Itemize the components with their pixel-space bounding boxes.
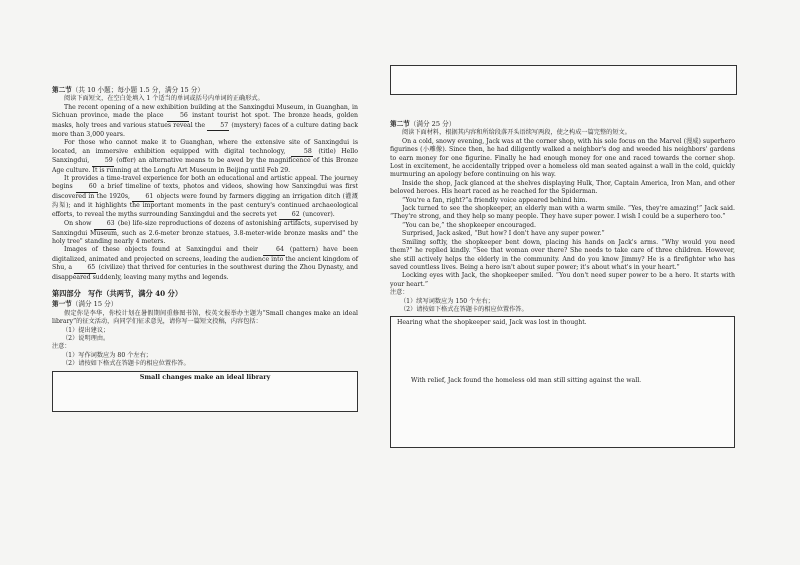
essay-answer-box[interactable] <box>52 371 358 412</box>
cloze-para-5: Images of these objects found at Sanxingdui and their 64 (pattern) have been digitalized, animated and projected on screens, leading the audience into the ancient kingdom of Shu, a 65 (civilize) that thrived for centuries in the southwest during the Zhou Dynasty, and disappeared suddenly, leaving many myths and legends. <box>52 246 359 281</box>
cloze-para-1: The recent opening of a new exhibition building at the Sanxingdui Museum, in Guanghan, in Sichuan province, made the place 56 instant tourist hot spot. The bronze heads, golden masks, holy trees and various statues reveal the 57 (mystery) faces of a culture dating back more than 3,000 years. <box>52 103 359 139</box>
note-right-1: （1）续写词数应为 150 个左右； <box>400 297 494 305</box>
blank-59: 59 <box>92 157 114 166</box>
blank-56: 56 <box>167 112 189 121</box>
prompt-item-1: （1）提出建议； <box>62 326 110 334</box>
blank-62: 62 <box>279 211 301 220</box>
prompt-item-2: （2）说明理由。 <box>62 334 110 342</box>
blank-61: 61 <box>132 193 154 202</box>
note-1: （1）写作词数应为 80 个左右； <box>62 351 152 359</box>
story-para-8: Locking eyes with Jack, the shopkeeper smiled. “You don't need super power to be a hero. It starts with your heart.” <box>390 272 735 288</box>
blank-65: 65 <box>74 264 96 273</box>
essay-title: Small changes make an ideal library <box>139 372 271 381</box>
continuation-instruction: 阅读下面材料，根据其内容和所给段落开头语续写两段，使之构成一篇完整的短文。 <box>402 129 631 137</box>
right-column <box>390 120 735 448</box>
story-para-2: Inside the shop, Jack glanced at the shelves displaying Hulk, Thor, Captain America, Iron Man, and other beloved heroes. His heart raced as he reached for the Spiderman. <box>390 179 735 196</box>
story-para-1: On a cold, snowy evening, Jack was at the corner shop, with his sole focus on the Marvel (漫威) superhero figurines (小雕像). Since then, he had diligently walked a neighbor's dog and weeded his neighbors' gardens to earn money for one figurine. Finally he had enough money for one and raced towards the corner shop. Lost in excitement, he accidentally tripped over a homeless old man seated against a wall in the cold, quickly murmuring an apology before continuing on his way. <box>390 137 735 179</box>
part4-heading: 第四部分 写作（共两节，满分 40 分） <box>52 288 183 298</box>
cloze-para-3: It provides a time-travel experience for both an educational and artistic appeal. The journey begins 60 a brief timeline of texts, photos and videos, showing how Sanxingdui was first discovered in the 1920s, 61 objects were found by farmers digging an irrigation ditch (灌溉沟渠); and it highlights the important moments in the past century's continued archaeological efforts, to reveal the myths surrounding Sanxingdui and the secrets yet 62 (uncover). <box>52 175 358 220</box>
blank-64: 64 <box>263 246 285 255</box>
continuation-heading: 第二节（满分 25 分） <box>390 120 456 128</box>
writing-section1-heading: 第一节（满分 15 分） <box>52 300 118 309</box>
note-right-2: （2）请按如下格式在答题卡的相应位置作答。 <box>400 305 528 313</box>
blank-57: 57 <box>207 122 229 131</box>
blank-60: 60 <box>76 183 98 192</box>
story-para-3: “You're a fan, right?”a friendly voice appeared behind him. <box>402 196 588 204</box>
blank-63: 63 <box>94 220 116 229</box>
section2-heading: 第二节（共 10 小题；每小题 1.5 分，满分 15 分） <box>52 86 204 94</box>
story-para-6: Surprised, Jack asked, “But how? I don't have any super power.” <box>402 230 605 238</box>
note-2: （2）请按如下格式在答题卡的相应位置作答。 <box>62 360 190 368</box>
continuation-answer-box[interactable] <box>390 316 735 448</box>
opening-line-2: With relief, Jack found the homeless old man still sitting against the wall. <box>411 377 642 385</box>
cloze-para-4: On show 63 (be) life-size reproductions of dozens of astonishing artifacts, supervised by Sanxingdui Museum, such as 2.6-meter bronze statues, 3.8-meter-wide bronze masks and" the holy tree" standing nearly 4 meters. <box>52 220 358 245</box>
left-column <box>52 86 358 412</box>
cloze-para-2: For those who cannot make it to Guanghan, where the extensive site of Sanxingdui is located, an immersive exhibition equipped with digital technology, 58 (title) Hello Sanxingdui, 59 (offer) an alternative means to be awed by the magnificence of this Bronze Age culture. It is running at the Longfu Art Museum in Beijing until Feb 29. <box>52 139 358 174</box>
opening-line-1: Hearing what the shopkeeper said, Jack was lost in thought. <box>397 319 587 327</box>
story-para-5: “You can be,” the shopkeeper encouraged. <box>402 221 536 229</box>
story-para-4: Jack turned to see the shopkeeper, an elderly man with a warm smile. “Yes, they're amazing!” Jack said. “They're strong, and they help so many people. They have super power. I wish I could be a superhero too.” <box>390 205 735 221</box>
story-para-7: Smiling softly, the shopkeeper bent down, placing his hands on Jack's arms. “Why would you need them?” he replied kindly. “See that woman over there? She needs to take care of three children. However, she still actively helps the elderly in the community. And do you know Jimmy? He is a firefighter who has saved countless lives. Being a hero isn't about super power; it's about what's in your heart.” <box>390 238 735 271</box>
note-label-right: 注意： <box>390 289 409 297</box>
writing-prompt: 假定你是李华，你校计划在暑假期间重修图书馆，校英文报举办主题为“Small changes make an ideal library”的征文活动，向同学们征求意见，请你写一篇短文投稿，内容包括： <box>52 309 358 326</box>
note-label: 注意： <box>52 343 71 351</box>
cloze-instruction: 阅读下面短文，在空白处填入 1 个适当的单词或括号内单词的正确形式。 <box>64 95 264 103</box>
blank-58: 58 <box>291 148 313 157</box>
answer-box-top <box>390 65 737 95</box>
